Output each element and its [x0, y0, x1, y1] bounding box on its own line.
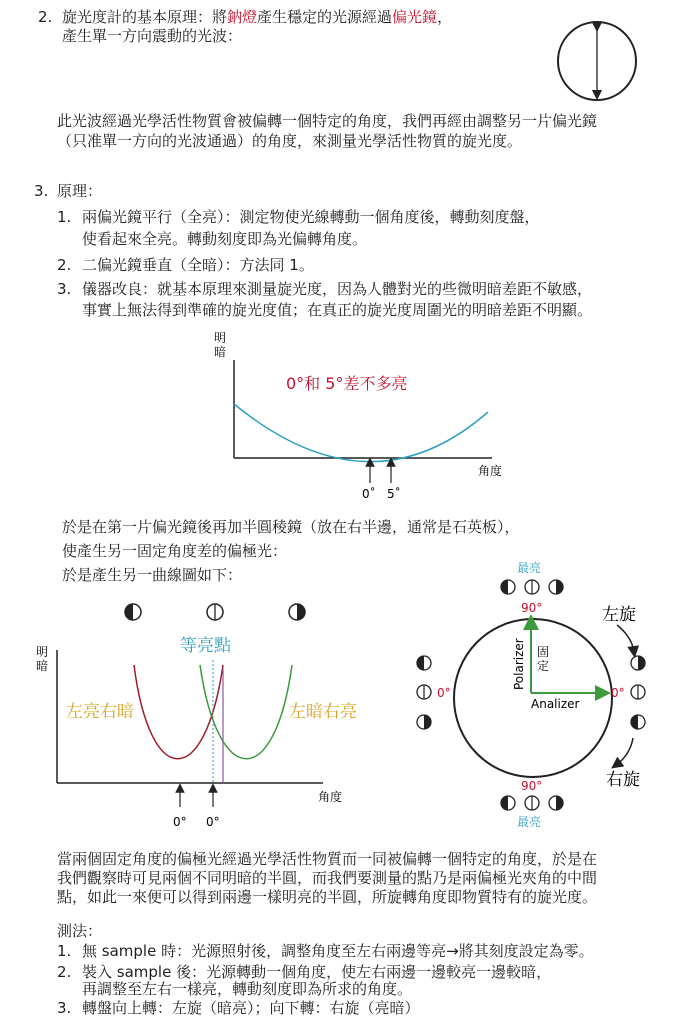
- graph2-left-label: 左亮右暗: [66, 702, 134, 722]
- method-title: 測法：: [57, 922, 103, 940]
- dial-bottom-dark-right-icon: [549, 796, 563, 810]
- dial-top-equal-icon: [525, 580, 539, 594]
- graph1-ylabel-2: 暗: [214, 345, 227, 359]
- dial-right-dark-right-icon: [631, 656, 645, 670]
- dial-polarizer-label: Polarizer: [512, 638, 526, 690]
- prism-line2: 使產生另一固定角度差的偏極光：: [62, 542, 288, 560]
- rotation-dial-diagram: [417, 561, 645, 829]
- left-rotation-label: 左旋: [602, 605, 636, 625]
- graph2-equal-point-label: 等亮點: [180, 636, 231, 656]
- dial-bottom-dark-left-icon: [501, 796, 515, 810]
- dial-left-equal-icon: [417, 685, 431, 699]
- dial-fixed-2: 定: [537, 659, 550, 673]
- right-rotation-label: 右旋: [606, 770, 640, 790]
- section2-line2: 產生單一方向震動的光波：: [62, 27, 243, 45]
- dial-bottom-equal-icon: [525, 796, 539, 810]
- graph2-curve-green: [200, 665, 292, 759]
- brightness-graph-2: [36, 604, 357, 829]
- dial-left-dark-right-icon: [417, 715, 431, 729]
- dial-top-label: 最亮: [517, 561, 542, 575]
- dial-right-dark-left-icon: [631, 715, 645, 729]
- graph1-ylabel-1: 明: [214, 331, 227, 345]
- right-rotation-arrow-icon: [616, 738, 633, 765]
- dial-top-angle: 90°: [521, 601, 543, 615]
- dial-left-angle: 0°: [437, 686, 451, 700]
- section2-line1-text-b: 產生穩定的光源經過: [257, 8, 393, 26]
- principle-item-3-number: 3.: [57, 280, 72, 298]
- graph2-ylabel-1: 明: [36, 645, 49, 659]
- dial-right-equal-icon: [631, 685, 645, 699]
- graph1-annotation: 0°和 5°差不多亮: [286, 374, 408, 393]
- summary-line1: 當兩個固定角度的偏極光經過光學活性物質而一同被偏轉一個特定的角度，於是在: [57, 850, 598, 868]
- section3-number: 3.: [34, 182, 49, 200]
- principle-item-1-line2: 使看起來全亮。轉動刻度即為光偏轉角度。: [82, 230, 368, 248]
- method-item-3-line1: 轉盤向上轉：左旋（暗亮）；向下轉：右旋（亮暗）: [82, 999, 420, 1017]
- principle-item-2-line1: 二偏光鏡垂直（全暗）：方法同 1。: [82, 256, 314, 274]
- graph1-tick-5: 5˚: [387, 487, 401, 501]
- section2-number: 2.: [38, 8, 53, 26]
- half-dark-right-icon: [289, 604, 305, 620]
- method-item-2-line2: 再調整至左右一樣亮，轉動刻度即為所求的角度。: [82, 980, 413, 998]
- dial-left-dark-left-icon: [417, 656, 431, 670]
- summary-line3: 點，如此一來便可以得到兩邊一樣明亮的半圓，所旋轉角度即物質特有的旋光度。: [57, 888, 598, 906]
- graph2-tick-a: 0°: [173, 815, 187, 829]
- polarized-wave-diagram: [558, 22, 636, 100]
- graph1-curve: [234, 404, 488, 462]
- graph2-ylabel-2: 暗: [36, 659, 49, 673]
- graph1-tick-0: 0˚: [362, 487, 376, 501]
- method-item-3-number: 3.: [57, 999, 72, 1017]
- left-rotation-arrow-icon: [617, 625, 634, 652]
- principle-item-1-line1: 兩偏光鏡平行（全亮）：測定物使光線轉動一個角度後，轉動刻度盤，: [82, 208, 540, 226]
- principle-item-3-line1: 儀器改良：就基本原理來測量旋光度，因為人體對光的些微明暗差距不敏感，: [82, 280, 593, 298]
- method-item-2-number: 2.: [57, 963, 72, 981]
- method-item-2-line1: 裝入 sample 後：光源轉動一個角度，使左右兩邊一邊較亮一邊較暗，: [82, 963, 552, 981]
- method-item-1-number: 1.: [57, 942, 72, 960]
- half-dark-left-icon: [125, 604, 141, 620]
- brightness-graph-1: [214, 331, 502, 501]
- equal-bright-icon: [207, 604, 223, 620]
- graph2-tick-b: 0°: [206, 815, 220, 829]
- graph1-xlabel: 角度: [478, 464, 503, 478]
- principle-item-2-number: 2.: [57, 256, 72, 274]
- dial-fixed-1: 固: [537, 645, 550, 659]
- dial-bottom-angle: 90°: [521, 779, 543, 793]
- section2-line1-text-c: ，: [437, 8, 453, 26]
- prism-line1: 於是在第一片偏光鏡後再加半圓稜鏡（放在右半邊，通常是石英板），: [62, 518, 520, 536]
- dial-analizer-label: Analizer: [531, 697, 580, 711]
- graph2-xlabel: 角度: [318, 790, 343, 804]
- section3-title: 原理：: [57, 182, 103, 200]
- prism-line3: 於是產生另一曲線圖如下：: [62, 566, 243, 584]
- method-item-1-line1: 無 sample 時：光源照射後，調整角度至左右兩邊等亮→將其刻度設定為零。: [82, 942, 594, 960]
- dial-right-angle: 0°: [611, 686, 625, 700]
- section2-para-line1: 此光波經過光學活性物質會被偏轉一個特定的角度，我們再經由調整另一片偏光鏡: [57, 112, 598, 130]
- graph2-right-label: 左暗右亮: [289, 702, 357, 722]
- sodium-lamp-term: 鈉燈: [227, 8, 258, 26]
- dial-bottom-label: 最亮: [517, 815, 542, 829]
- polarizer-term: 偏光鏡: [392, 8, 438, 26]
- summary-line2: 我們觀察時可見兩個不同明暗的半圓，而我們要測量的點乃是兩偏極光夾角的中間: [57, 869, 598, 887]
- dial-top-dark-right-icon: [549, 580, 563, 594]
- principle-item-3-line2: 事實上無法得到準確的旋光度值；在真正的旋光度周圍光的明暗差距不明顯。: [82, 301, 593, 319]
- principle-item-1-number: 1.: [57, 208, 72, 226]
- dial-top-dark-left-icon: [501, 580, 515, 594]
- section2-line1-text-a: 旋光度計的基本原理：將: [62, 8, 228, 26]
- section2-para-line2: （只准單一方向的光波通過）的角度，來測量光學活性物質的旋光度。: [57, 132, 523, 150]
